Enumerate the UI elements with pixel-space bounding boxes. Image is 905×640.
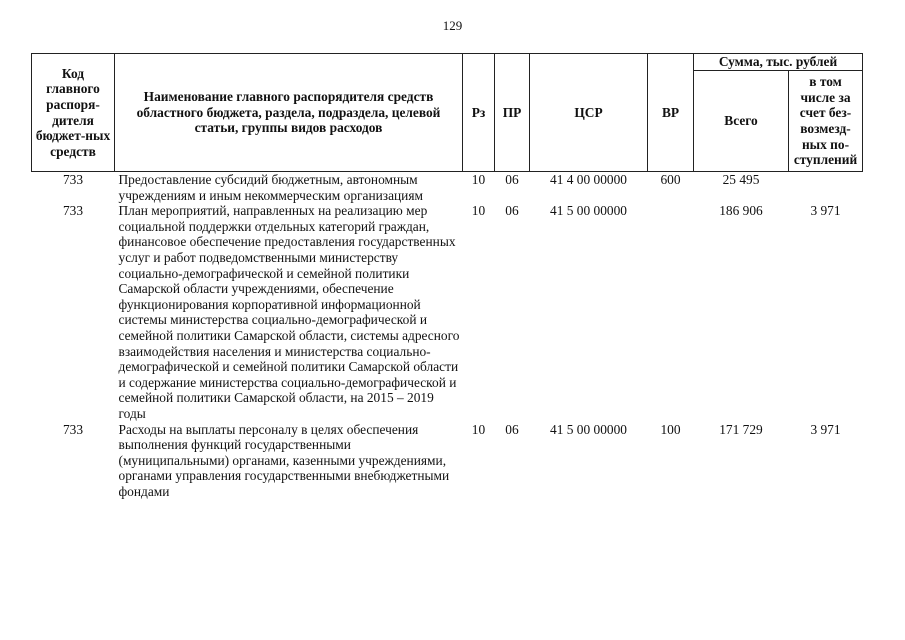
header-name: Наименование главного распорядителя средств областного бюджета, раздела, подраздела, целевой статьи, группы видов расходов — [115, 54, 463, 172]
row-rz: 10 — [471, 421, 486, 437]
row-vr: 600 — [660, 172, 681, 187]
row-gratuitous — [789, 172, 863, 204]
row-gratuitous: 3 971 — [810, 203, 841, 219]
row-pr: 06 — [505, 172, 519, 187]
row-code: 733 — [62, 421, 84, 437]
header-sum-group: Сумма, тыс. рублей — [694, 54, 863, 71]
page-number: 129 — [442, 18, 463, 33]
row-rz: 10 — [471, 172, 486, 187]
header-rz: Рз — [463, 54, 495, 172]
row-csr: 41 5 00 00000 — [550, 203, 627, 219]
row-name: Предоставление субсидий бюджетным, автономным учреждениям и иным некоммерческим организациям — [118, 172, 423, 203]
row-vr: 100 — [660, 421, 681, 437]
budget-table — [31, 53, 863, 499]
table-row — [32, 203, 863, 421]
row-gratuitous: 3 971 — [810, 421, 841, 437]
row-csr: 41 5 00 00000 — [550, 421, 627, 437]
row-total: 186 906 — [719, 203, 763, 219]
row-name: План мероприятий, направленных на реализацию мер социальной поддержки отдельных категорий граждан, финансовое обеспечение предоставления государственных услуг и работ подведомственными министерству социально-демографической и семейной политики Самарской области учреждениями, обеспечение функционирования корпоративной информационной системы министерства социально-демографической и семейной политики Самарской области, системы адресного взаимодействия населения и министерства социально-демографической и семейной политики Самарской области и содержание министерства социально-демографической и семейной политики Самарской области, на 2015 – 2019 годы — [118, 203, 460, 421]
row-code: 733 — [62, 172, 84, 187]
row-total: 171 729 — [719, 421, 763, 437]
row-rz: 10 — [471, 203, 486, 219]
row-name: Расходы на выплаты персоналу в целях обеспечения выполнения функций государственными (муниципальными) органами, казенными учреждениями, органами управления государственными внебюджетными фондами — [118, 421, 450, 499]
table-row — [32, 422, 863, 500]
table-row — [32, 172, 863, 204]
row-csr: 41 4 00 00000 — [550, 172, 627, 187]
header-gratuitous: в том числе за счет без-возмезд-ных по-ступлений — [789, 71, 863, 172]
table-header — [32, 54, 863, 172]
header-pr: ПР — [495, 54, 530, 172]
row-code: 733 — [62, 203, 84, 219]
header-csr: ЦСР — [530, 54, 648, 172]
row-vr — [648, 203, 694, 421]
row-pr: 06 — [505, 421, 519, 437]
header-code: Код главного распоря-дителя бюджет-ных средств — [32, 54, 115, 172]
row-pr: 06 — [505, 203, 519, 219]
header-total: Всего — [694, 71, 789, 172]
header-vr: ВР — [648, 54, 694, 172]
row-total: 25 495 — [722, 172, 760, 187]
